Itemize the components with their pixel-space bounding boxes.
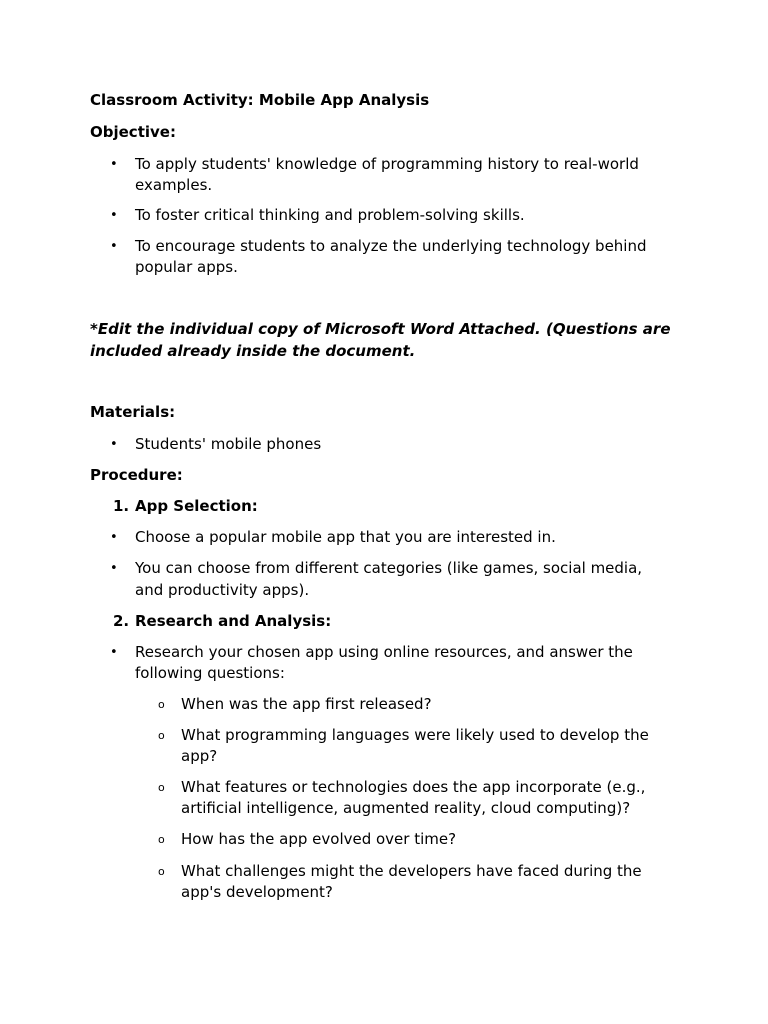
document-title: Classroom Activity: Mobile App Analysis <box>90 91 430 109</box>
question-line: What programming languages were likely used to develop the <box>181 726 649 744</box>
sub-bullet-marker: o <box>158 833 165 846</box>
procedure-heading: Procedure: <box>90 466 183 484</box>
sub-bullet-marker: o <box>158 865 165 878</box>
question-line: What challenges might the developers have faced during the <box>181 862 642 880</box>
bullet-marker: • <box>110 561 118 576</box>
step-item-line: Research your chosen app using online resources, and answer the <box>135 643 633 661</box>
materials-item: Students' mobile phones <box>135 435 322 453</box>
step-item-line: You can choose from different categories (like games, social media, <box>135 559 643 577</box>
step-title: Research and Analysis: <box>135 612 332 630</box>
bullet-marker: • <box>110 239 118 254</box>
bullet-marker: • <box>110 437 118 452</box>
step-number: 1. <box>113 497 130 515</box>
step-item-line: and productivity apps). <box>135 581 310 599</box>
step-item-line: Choose a popular mobile app that you are interested in. <box>135 528 556 546</box>
question-line: What features or technologies does the app incorporate (e.g., <box>181 778 646 796</box>
sub-bullet-marker: o <box>158 698 165 711</box>
bullet-marker: • <box>110 208 118 223</box>
bullet-marker: • <box>110 645 118 660</box>
objective-item-line: To apply students' knowledge of programming history to real-world <box>135 155 639 173</box>
objective-heading: Objective: <box>90 123 176 141</box>
edit-note-line: *Edit the individual copy of Microsoft Word Attached. (Questions are <box>90 320 671 338</box>
objective-item-line: To encourage students to analyze the underlying technology behind <box>135 237 647 255</box>
bullet-marker: • <box>110 157 118 172</box>
sub-bullet-marker: o <box>158 729 165 742</box>
sub-bullet-marker: o <box>158 781 165 794</box>
bullet-marker: • <box>110 530 118 545</box>
step-title: App Selection: <box>135 497 258 515</box>
question-line: When was the app first released? <box>181 695 432 713</box>
objective-item-line: popular apps. <box>135 258 238 276</box>
step-number: 2. <box>113 612 130 630</box>
question-line: app? <box>181 747 218 765</box>
materials-heading: Materials: <box>90 403 176 421</box>
question-line: How has the app evolved over time? <box>181 830 457 848</box>
question-line: app's development? <box>181 883 333 901</box>
objective-item-line: To foster critical thinking and problem-solving skills. <box>135 206 525 224</box>
question-line: artificial intelligence, augmented reality, cloud computing)? <box>181 799 631 817</box>
objective-item-line: examples. <box>135 176 213 194</box>
edit-note-line: included already inside the document. <box>90 342 416 360</box>
step-item-line: following questions: <box>135 664 285 682</box>
